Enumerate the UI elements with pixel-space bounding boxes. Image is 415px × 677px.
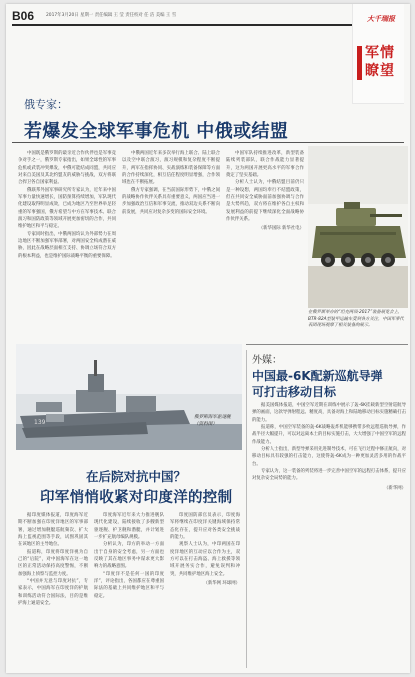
article3-column-1 bbox=[18, 512, 88, 668]
article2-paragraph: 专家认为，这一装备的列装将进一步完善中国空军的远程打击体系，提升应对复杂安全局势的能力。 bbox=[252, 469, 406, 482]
article3-paragraph: 报道称，印度将印度洋视为自己的“后院”，对中国海军在这一地区的正常活动保持高度警惕，不断加强海上侦察与监控力度。 bbox=[18, 549, 88, 577]
article3-paragraph: “中国并无意与印度对抗”，专家表示，中国海军在印度洋的护航和训练活动符合国际法，目的是维护海上通道安全。 bbox=[18, 579, 88, 607]
paper-logo: 大千瑞报 bbox=[367, 15, 395, 23]
article1-rule bbox=[12, 142, 404, 143]
article1-column-3 bbox=[226, 150, 304, 340]
article3-paragraph: 印度国防部官员表示，印度海军将继续在印度洋关键海域保持常态化存在，提升应对各类安全挑战的能力。 bbox=[170, 513, 240, 541]
article1-paragraph: 俄方专家强调，在当前国际形势下，中俄之间的战略协作伙伴关系具有重要意义，两国应当进一步加强政治互信和军事交流，推动双边关系不断向前发展，共同应对复杂多变的国际安全环境。 bbox=[122, 187, 220, 215]
article1-paragraph: 专家同时指出，中俄两国均认为外部势力在周边地区不断加强军事部署，对两国安全构成潜在威胁，因此在战略层面相互支持、协调立场符合双方的根本利益，也是维护国际战略平衡的重要保障。 bbox=[18, 231, 116, 259]
article2-body bbox=[252, 402, 406, 664]
article2-headline-line2: 可打击移动目标 bbox=[252, 385, 337, 399]
article3-paragraph: “印度洋不是任何一国的印度洋”，评论指出，各国都应在尊重国际法的基础上共同维护地区和平与稳定。 bbox=[94, 571, 164, 599]
article1-byline: （新华国际 新华社电） bbox=[258, 226, 304, 232]
page-number: B06 bbox=[12, 9, 35, 23]
article3-paragraph: 观察人士认为，中印两国在印度洋地区的互动应以合作为主，双方可以在打击海盗、海上救援等领域开展务实合作，避免误判和冲突，共同维护地区海上安全。 bbox=[170, 542, 240, 577]
article2-headline-line1: 中国最-6K配新巡航导弹 bbox=[252, 369, 383, 383]
page-header bbox=[6, 4, 410, 24]
dateline: 2017年3月20日 星期一 责任编辑 王 莹 责任校对 任 洁 美编 王 雪 bbox=[46, 13, 177, 18]
armored-vehicle-photo bbox=[308, 146, 408, 308]
article2-paragraph: 据美国媒体报道，中国空军近期在训练中展示了轰-6K挂载新型空射巡航导弹的画面，这款导弹射程远、精度高，具备对海上和陆地移动目标实施精确打击的能力。 bbox=[252, 403, 406, 423]
article1-headline: 若爆发全球军事危机 中俄或结盟 bbox=[24, 121, 289, 142]
article1-column-1 bbox=[18, 150, 116, 340]
article2-kicker: 外媒： bbox=[252, 355, 282, 366]
svg-text:139: 139 bbox=[34, 419, 46, 426]
logo-bar bbox=[357, 46, 362, 80]
article1-paragraph: 中俄两国近年来多次举行海上联合、陆上联合以及空中联合演习，演习规模和复杂程度不断提升，两军在指挥协同、实战演练和装备保障等方面的合作持续深化，相互信任程度明显增强，合作领域也在不断拓展。 bbox=[122, 151, 220, 186]
article2-paragraph: 报道称，中国空军装备的轰-6K战略轰炸机能够携带多枚远程巡航导弹，作战半径大幅提升，可以对远离本土的目标实施打击，大大增强了中国空军的远程作战能力。 bbox=[252, 425, 406, 445]
article1-paragraph: 中国军队持续推进改革，新型装备陆续列装部队，联合作战能力显著提升，这为两国开展更高水平的军事合作奠定了坚实基础。 bbox=[226, 151, 304, 179]
warship-photo bbox=[16, 344, 242, 450]
article3-paragraph: 印度海军近年来大力推进舰队现代化建设，陆续接收了多艘新型驱逐舰、护卫舰和潜艇，并计划进一步扩充航母编队规模。 bbox=[94, 513, 164, 541]
armored-vehicle-caption: 在俄罗斯举办的“坦克两项-2017”装备展览会上，BTR-82A型装甲运输车受到各方关注，中国军事代表团现场观摩了相关装备的展示。 bbox=[308, 310, 404, 328]
section-logo bbox=[352, 4, 404, 104]
article1-column-2 bbox=[122, 150, 220, 340]
article3-column-2 bbox=[94, 512, 164, 668]
article3-headline-line2: 印军悄悄收紧对印度洋的控制 bbox=[40, 490, 233, 506]
article2-paragraph: 分析人士指出，新型导弹采用先进制导技术，可在飞行过程中修正航向，对移动目标具有较强的打击能力，这使得轰-6K成为一种更加灵活多用的作战平台。 bbox=[252, 447, 406, 467]
article2-rule bbox=[246, 344, 408, 345]
header-rule bbox=[12, 24, 352, 26]
section-title: 军情瞭望 bbox=[365, 45, 395, 79]
article1-paragraph: 分析人士认为，中俄结盟目前仍只是一种设想，两国均奉行不结盟政策，但在共同安全威胁面前加强协调与合作是大势所趋，双方将在维护各自主权和发展利益的前提下继续深化全面战略协作伙伴关系。 bbox=[226, 180, 304, 223]
article1-kicker: 俄专家： bbox=[24, 98, 68, 111]
article3-byline: （新华网 环球网） bbox=[203, 581, 240, 587]
article3-column-3 bbox=[170, 512, 240, 668]
column-divider bbox=[246, 350, 247, 668]
article1-paragraph: 俄联邦外国军事研究所专家认为，近年来中国军事力量快速增长，国防预算持续增加，军队现代化建设取得明显成效，已成为地区乃至世界举足轻重的军事强国，俄方希望与中方在军事技术、联合演习和国防政策等领域开展更加密切的合作，共同维护地区和平与稳定。 bbox=[18, 187, 116, 230]
article3-headline-line1: 在后院对抗中国？ bbox=[86, 469, 187, 484]
article3-paragraph: 据印度媒体报道，印度海军近期不断加强在印度洋地区的军事部署，通过增加舰艇巡航频次、扩大海上监视范围等手段，试图巩固其在该地区的主导地位。 bbox=[18, 513, 88, 548]
warship-caption: 俄罗斯海军驱逐舰（资料图） bbox=[194, 415, 231, 427]
article1-paragraph: 中国既是俄罗斯的最亲近合作伙伴也是军事竞争对手之一，俄罗斯专家指出，如果全球性的军事危机或武装冲突爆发，中俄可能结成同盟，共同应对来自美国及其北约盟友的威胁与挑战，双方将联合捍卫各自国家利益。 bbox=[18, 151, 116, 186]
article2-byline: （新华网） bbox=[384, 485, 406, 491]
article3-paragraph: 分析认为，印方的举动一方面出于自身的安全考虑，另一方面也反映了其在地区事务中谋求更大影响力的战略意图。 bbox=[94, 542, 164, 570]
newspaper-page bbox=[6, 4, 410, 673]
